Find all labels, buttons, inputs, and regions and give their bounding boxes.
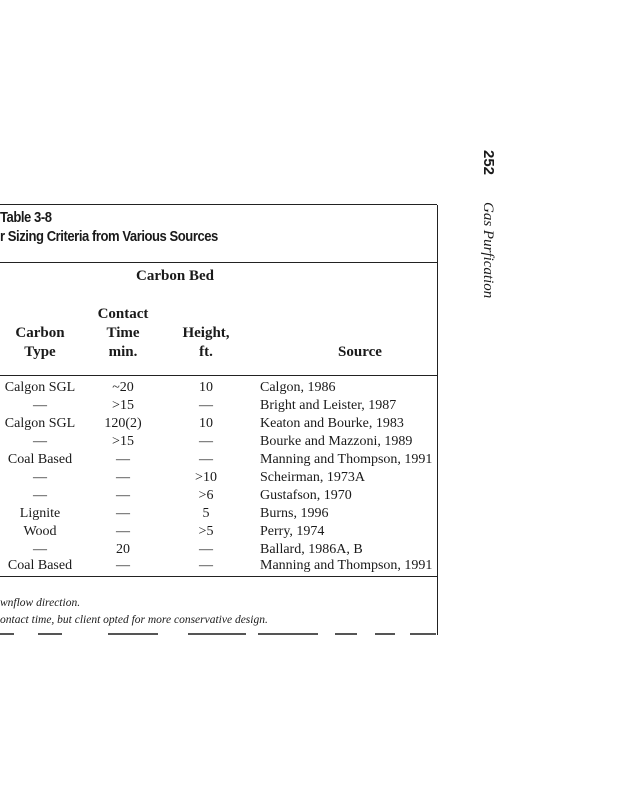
footer-rule-segment bbox=[335, 633, 357, 635]
cell-carbon-type: Lignite bbox=[19, 506, 61, 521]
table-right-border bbox=[437, 205, 438, 635]
table-title: r Sizing Criteria from Various Sources bbox=[0, 229, 218, 245]
footer-rule-segment bbox=[410, 633, 436, 635]
cell-carbon-type: Calgon SGL bbox=[4, 380, 76, 395]
table-bottom-rule bbox=[0, 576, 437, 577]
cell-contact-time: — bbox=[116, 558, 130, 573]
cell-height: — bbox=[199, 434, 213, 449]
cell-contact-time: >15 bbox=[112, 398, 134, 413]
group-header-carbon-bed: Carbon Bed bbox=[136, 268, 214, 284]
cell-contact-time: ~20 bbox=[112, 380, 134, 395]
cell-height: >5 bbox=[198, 524, 214, 539]
header-rule bbox=[0, 375, 437, 376]
cell-source: Manning and Thompson, 1991 bbox=[260, 452, 433, 467]
cell-height: — bbox=[199, 558, 213, 573]
column-header-line: Height, bbox=[182, 325, 230, 341]
cell-height: 10 bbox=[199, 416, 213, 431]
cell-carbon-type: Calgon SGL bbox=[4, 416, 76, 431]
cell-height: >10 bbox=[195, 470, 217, 485]
cell-height: — bbox=[199, 398, 213, 413]
column-header-line: ft. bbox=[199, 344, 213, 360]
footer-rule-segment bbox=[258, 633, 318, 635]
cell-source: Keaton and Bourke, 1983 bbox=[260, 416, 404, 431]
column-header-line: Time bbox=[106, 325, 140, 341]
cell-contact-time: — bbox=[116, 524, 130, 539]
page-number: 252 bbox=[480, 150, 497, 176]
cell-carbon-type: — bbox=[33, 398, 47, 413]
cell-carbon-type: — bbox=[33, 434, 47, 449]
column-header-line: Carbon bbox=[15, 325, 65, 341]
cell-source: Scheirman, 1973A bbox=[260, 470, 365, 485]
footer-rule-segment bbox=[188, 633, 246, 635]
footer-rule-segment bbox=[375, 633, 395, 635]
cell-source: Perry, 1974 bbox=[260, 524, 325, 539]
cell-source: Bright and Leister, 1987 bbox=[260, 398, 397, 413]
cell-source: Manning and Thompson, 1991 bbox=[260, 558, 433, 573]
cell-carbon-type: — bbox=[33, 542, 47, 557]
column-header-line: Contact bbox=[97, 306, 149, 322]
cell-carbon-type: Coal Based bbox=[7, 558, 73, 573]
cell-source: Calgon, 1986 bbox=[260, 380, 336, 395]
cell-contact-time: — bbox=[116, 470, 130, 485]
cell-height: — bbox=[199, 542, 213, 557]
cell-contact-time: >15 bbox=[112, 434, 134, 449]
cell-height: >6 bbox=[198, 488, 214, 503]
running-head-title: Gas Purfication bbox=[480, 202, 496, 299]
cell-source: Burns, 1996 bbox=[260, 506, 329, 521]
cell-contact-time: — bbox=[116, 452, 130, 467]
footnote-1: wnflow direction. bbox=[0, 597, 81, 609]
footer-rule-segment bbox=[108, 633, 158, 635]
footer-rule-segment bbox=[0, 633, 14, 635]
cell-source: Bourke and Mazzoni, 1989 bbox=[260, 434, 413, 449]
column-header-source: Source bbox=[338, 344, 382, 360]
cell-carbon-type: — bbox=[33, 470, 47, 485]
cell-contact-time: 120(2) bbox=[104, 416, 142, 431]
cell-carbon-type: Coal Based bbox=[7, 452, 73, 467]
cell-carbon-type: — bbox=[33, 488, 47, 503]
cell-contact-time: 20 bbox=[116, 542, 130, 557]
cell-height: 5 bbox=[202, 506, 210, 521]
column-header-line: Type bbox=[24, 344, 56, 360]
title-rule bbox=[0, 262, 437, 263]
column-header-line: min. bbox=[108, 344, 138, 360]
cell-height: 10 bbox=[199, 380, 213, 395]
cell-source: Gustafson, 1970 bbox=[260, 488, 352, 503]
footnote-2: ontact time, but client opted for more conservative design. bbox=[0, 614, 268, 626]
footer-rule-segment bbox=[38, 633, 62, 635]
cell-source: Ballard, 1986A, B bbox=[260, 542, 363, 557]
table-number: Table 3-8 bbox=[0, 210, 52, 226]
cell-height: — bbox=[199, 452, 213, 467]
table-top-rule bbox=[0, 204, 437, 205]
cell-contact-time: — bbox=[116, 488, 130, 503]
cell-contact-time: — bbox=[116, 506, 130, 521]
cell-carbon-type: Wood bbox=[23, 524, 57, 539]
